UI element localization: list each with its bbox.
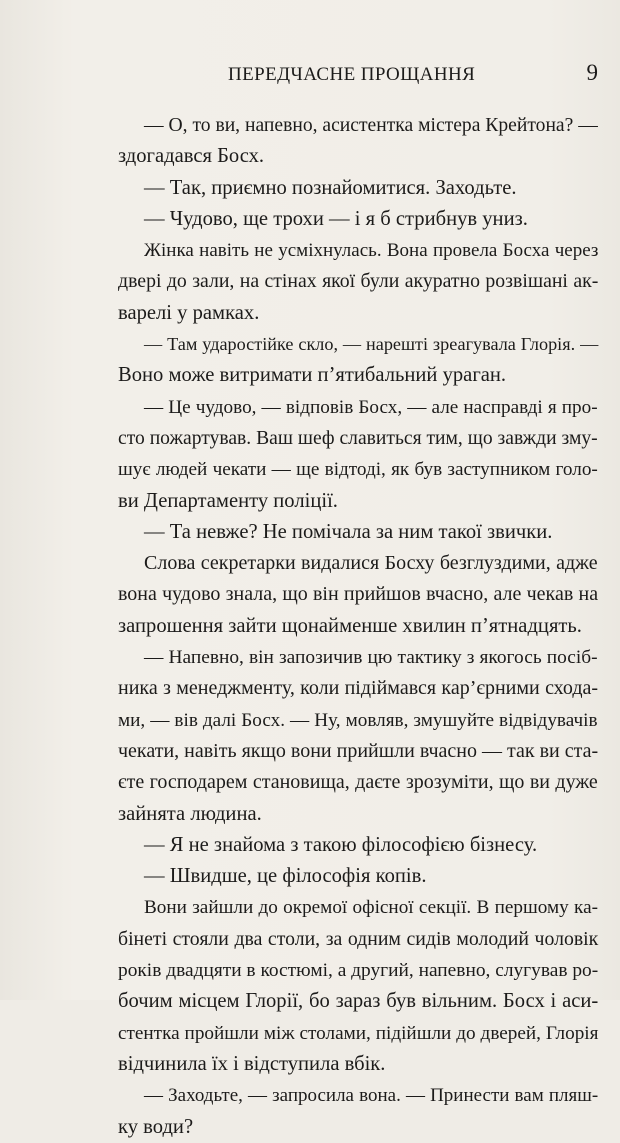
text-line: стентка пройшли між столами, підійшли до дверей, Глорія [118, 1022, 599, 1044]
text-line: — Там ударостійке скло, — нарешті зреагувала Глорія. — [144, 334, 599, 355]
text-line: здогадався Босх. [118, 145, 265, 168]
text-line: чекати, навіть якщо вони прийшли вчасно — так ви ста- [118, 739, 599, 762]
text-line: — Заходьте, — запросила вона. — Принести вам пляш- [144, 1085, 599, 1107]
text-line: єте господарем становища, даєте зрозуміти, що ви дуже [118, 771, 598, 794]
page-number: 9 [586, 60, 598, 85]
text-line: — Та невже? Не помічала за ним такої звички. [144, 520, 553, 543]
text-line: — Чудово, ще трохи — і я б стрибнув униз. [144, 207, 528, 230]
text-line: — Напевно, він запозичив цю тактику з якогось посіб- [144, 647, 598, 669]
body-text [118, 110, 598, 1143]
text-line: ку води? [118, 1115, 194, 1138]
text-line: запрошення зайти щонайменше хвилин п’ятнадцять. [118, 614, 582, 637]
text-line: бінеті стояли два столи, за одним сидів молодий чоловік [118, 927, 599, 950]
text-line: відчинила їх і відступила вбік. [118, 1052, 386, 1075]
text-line: ми, — вів далі Босх. — Ну, мовляв, змушуйте відвідувачів [118, 709, 598, 731]
text-line: — Так, приємно познайомитися. Заходьте. [144, 176, 517, 199]
text-line: — Це чудово, — відповів Босх, — але насправді я про- [144, 396, 598, 418]
text-line: Вони зайшли до окремої офісної секції. В першому ка- [144, 897, 598, 919]
text-line: років двадцяти в костюмі, а другий, напевно, слугував ро- [118, 960, 599, 982]
text-line: двері до зали, на стінах якої були акуратно розвішані ак- [118, 270, 599, 293]
text-line: варелі у рамках. [118, 301, 260, 324]
text-line: сто пожартував. Ваш шеф славиться тим, що завжди зму- [118, 427, 598, 449]
text-line: зайнята людина. [118, 802, 262, 825]
text-line: Слова секретарки видалися Босху безглуздими, адже [144, 552, 598, 575]
text-line: — Швидше, це філософія копів. [144, 865, 427, 888]
text-line: ви Департаменту поліції. [118, 489, 338, 512]
text-line: вона чудово знала, що він прийшов вчасно, але чекав на [118, 583, 599, 606]
text-line: Жінка навіть не усміхнулась. Вона провела Босха через [144, 240, 599, 262]
running-title: ПЕРЕДЧАСНЕ ПРОЩАННЯ [228, 64, 476, 85]
text-line: — О, то ви, напевно, асистентка містера Крейтона? — [144, 115, 598, 136]
text-line: Воно може витримати п’ятибальний ураган. [118, 364, 507, 387]
text-line: — Я не знайома з такою філософією бізнесу. [144, 833, 538, 856]
text-line: шує людей чекати — ще відтоді, як був заступником голо- [118, 459, 598, 481]
page-header [118, 60, 598, 88]
text-line: бочим місцем Глорії, бо зараз був вільним. Босх і аси- [118, 990, 599, 1013]
text-line: ника з менеджменту, коли підіймався кар’єрними схода- [118, 677, 599, 700]
